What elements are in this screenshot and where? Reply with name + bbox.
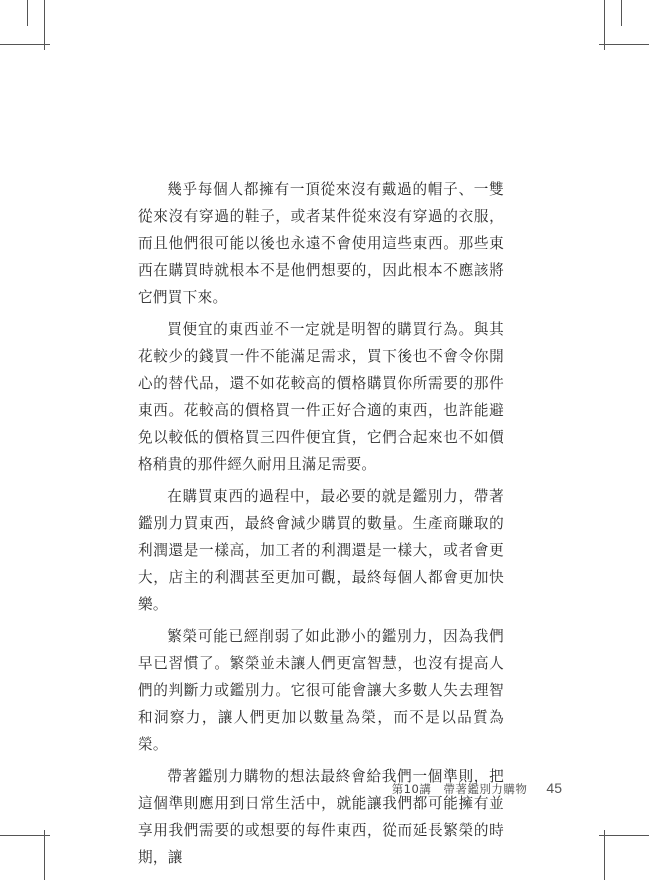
crop-mark-tl-v2: [27, 0, 28, 26]
crop-mark-tl-v: [44, 0, 45, 50]
body-text: [138, 176, 504, 876]
paragraph-1: 幾乎每個人都擁有一頂從來沒有戴過的帽子、一雙從來沒有穿過的鞋子，或者某件從來沒有穿過的衣服，而且他們很可能以後也永遠不會使用這些東西。那些東西在購買時就根本不是他們想要的，因此根本不應該將它們買下來。: [138, 181, 504, 306]
crop-mark-bl-v: [44, 830, 45, 880]
paragraph-3: 在購買東西的過程中，最必要的就是鑑別力，帶著鑑別力買東西，最終會減少購買的數量。生產商賺取的利潤還是一樣高，加工者的利潤還是一樣大，或者會更大，店主的利潤甚至更加可觀，最終每個人都會更加快樂。: [138, 488, 504, 613]
crop-mark-tr-v2: [621, 0, 622, 26]
paragraph-5: 帶著鑑別力購物的想法最終會給我們一個準則，把這個準則應用到日常生活中，就能讓我們都可能擁有並享用我們需要的或想要的每件東西，從而延長繁榮的時期，讓: [138, 768, 504, 866]
crop-mark-bl-h: [0, 835, 50, 836]
crop-mark-tl-h: [0, 44, 50, 45]
paragraph-4: 繁榮可能已經削弱了如此渺小的鑑別力，因為我們早已習慣了。繁榮並未讓人們更富智慧，也沒有提高人們的判斷力或鑑別力。它很可能會讓大多數人失去理智和洞察力，讓人們更加以數量為榮，而不是以品質為榮。: [138, 628, 504, 753]
crop-mark-tr-v: [604, 0, 605, 50]
page-footer: [300, 778, 562, 797]
crop-mark-br-v: [604, 830, 605, 880]
crop-mark-tr-h: [599, 44, 649, 45]
chapter-label: 第10講 帶著鑑別力購物: [391, 782, 528, 796]
page-number: 45: [546, 780, 562, 796]
crop-mark-br-h: [599, 835, 649, 836]
paragraph-2: 買便宜的東西並不一定就是明智的購買行為。與其花較少的錢買一件不能滿足需求，買下後也不會令你開心的替代品，還不如花較高的價格購買你所需要的那件東西。花較高的價格買一件正好合適的東西，也許能避免以較低的價格買三四件便宜貨，它們合起來也不如價格稍貴的那件經久耐用且滿足需要。: [138, 321, 504, 473]
